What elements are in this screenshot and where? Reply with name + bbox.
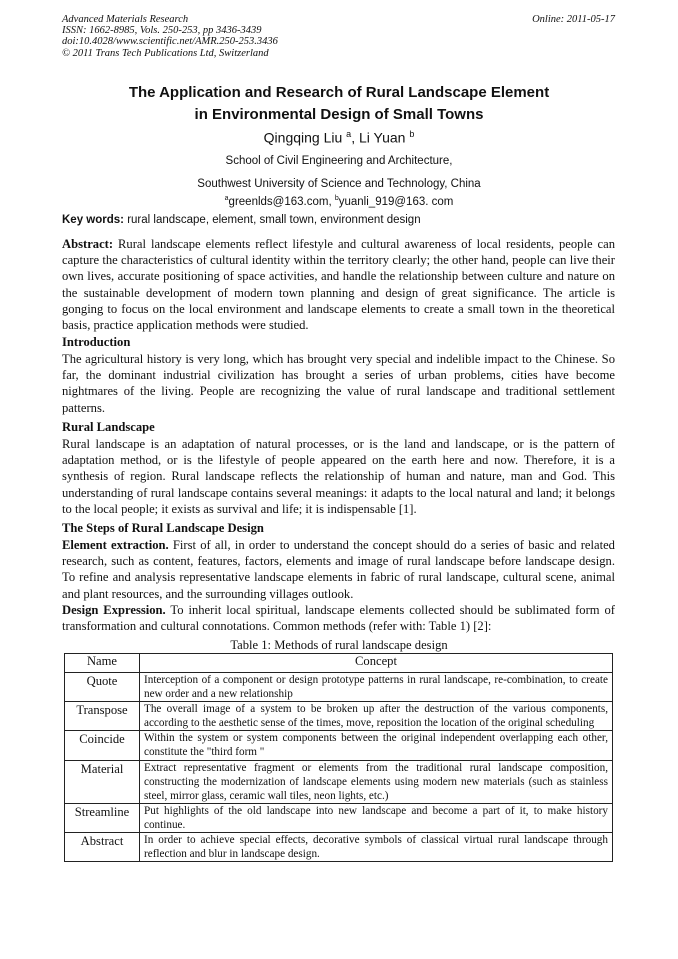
paper-title xyxy=(0,82,678,126)
abstract-label: Abstract: xyxy=(62,237,114,251)
methods-table xyxy=(64,653,613,862)
method-concept: In order to achieve special effects, decorative symbols of classical virtual rural landscape through reflection and blur in landscape design. xyxy=(140,833,613,862)
intro-text: The agricultural history is very long, which has brought very special and indelible impact to the Chinese. So far, the dominant industrial civilization has brought a series of urban problems, cities have become nightmares of the living. People are recognizing the value of rural landscape and traditional settlement patterns. xyxy=(62,352,615,415)
rural-text: Rural landscape is an adaptation of natural processes, or is the land and landscape, or is the pattern of adaptation method, or is the lifestyle of people appeared on the earth here and now. Therefore, it is a synthesis of region. Rural landscape reflects the relationship of human and nature, man and God. This understanding of rural landscape contains several meanings: it adapts to the local natural and land; it belongs to the local people; it exists as survival and life; it is indispensable [1]. xyxy=(62,437,615,516)
method-concept: Extract representative fragment or elements from the traditional rural landscape composition, constructing the modernization of landscape elements using modern new materials (such as stainless steel, mirror glass, ceramic wall tiles, neon lights, etc.) xyxy=(140,760,613,803)
table-row xyxy=(65,833,613,862)
title-line-2: in Environmental Design of Small Towns xyxy=(194,106,484,123)
email-b: yuanli_919@163. com xyxy=(338,195,454,208)
doi-line: doi:10.4028/www.scientific.net/AMR.250-253.3436 xyxy=(62,36,278,48)
author-2: Li Yuan xyxy=(358,129,406,146)
journal-name: Advanced Materials Research xyxy=(62,14,189,25)
keywords-text: rural landscape, element, small town, environment design xyxy=(124,214,421,226)
author-2-sup: b xyxy=(409,129,415,139)
element-extraction-label: Element extraction. xyxy=(62,538,169,552)
method-concept: The overall image of a system to be broken up after the destruction of the various components, according to the aesthetic sense of the times, move, reposition the location of the original scheduling xyxy=(140,702,613,731)
copyright-line: © 2011 Trans Tech Publications Ltd, Switzerland xyxy=(62,47,269,59)
author-separator: , xyxy=(351,129,359,146)
table-row xyxy=(65,731,613,760)
design-expression-label: Design Expression. xyxy=(62,603,166,617)
col-header-concept: Concept xyxy=(140,654,613,673)
rural-heading: Rural Landscape xyxy=(62,420,155,434)
method-name: Coincide xyxy=(65,731,140,760)
table-row xyxy=(65,702,613,731)
table-row xyxy=(65,673,613,702)
table-header-row xyxy=(65,654,613,673)
method-name: Abstract xyxy=(65,833,140,862)
affiliation-line-1: School of Civil Engineering and Architecture, xyxy=(225,155,453,167)
affiliation-line-2: Southwest University of Science and Technology, China xyxy=(197,178,481,190)
col-header-name: Name xyxy=(65,654,140,673)
design-expression-text: To inherit local spiritual, landscape elements collected should be sublimated form of transformation and cultural connotations. Common methods (refer with: Table 1) [2]: xyxy=(62,603,615,634)
author-1-sup: a xyxy=(346,129,352,139)
steps-heading: The Steps of Rural Landscape Design xyxy=(62,521,264,535)
author-1: Qingqing Liu xyxy=(263,129,343,146)
steps-paragraph-2 xyxy=(62,602,615,634)
abstract xyxy=(62,236,615,333)
method-concept: Interception of a component or design prototype patterns in rural landscape, re-combination, to create new order and a new relationship xyxy=(140,673,613,702)
keywords-label: Key words: xyxy=(62,214,124,226)
journal-header xyxy=(62,14,615,59)
title-line-1: The Application and Research of Rural Landscape Element xyxy=(128,84,550,101)
table-row xyxy=(65,803,613,832)
keywords xyxy=(62,214,615,226)
method-name: Transpose xyxy=(65,702,140,731)
abstract-text: Rural landscape elements reflect lifestyle and cultural awareness of local residents, people can capture the characteristics of cultural identity within the territory clearly; the other hand, people can live their own lives, accurate positioning of space activities, and handle the relationship between culture and nature on the sustainable development of modern town planning and design of great significance. The article is gonging to focus on the local environment and landscape elements to create a small town in the theoretical basis, practice application methods were studied. xyxy=(62,237,615,333)
intro-heading: Introduction xyxy=(62,335,131,349)
method-name: Quote xyxy=(65,673,140,702)
steps-paragraph-1 xyxy=(62,537,615,602)
method-concept: Put highlights of the old landscape into new landscape and become a part of it, to make history continue. xyxy=(140,803,613,832)
author-list xyxy=(0,129,678,146)
email-a-sup: a xyxy=(224,195,229,202)
issn-line: ISSN: 1662-8985, Vols. 250-253, pp 3436-3439 xyxy=(62,25,262,37)
email-b-sup: b xyxy=(334,195,339,202)
method-concept: Within the system or system components between the original independent overlapping each other, constitute the "third form " xyxy=(140,731,613,760)
table-caption: Table 1: Methods of rural landscape design xyxy=(230,638,448,652)
author-emails xyxy=(0,195,678,208)
method-name: Material xyxy=(65,760,140,803)
email-a: greenlds@163.com, xyxy=(228,195,335,208)
element-extraction-text: First of all, in order to understand the concept should do a series of basic and related research, such as content, features, factors, elements and image of rural landscape before landscape design. To refine and analysis representative landscape elements in fabric of rural landscape, cultural scene, animal and plant resources, and the surrounding villages outlook. xyxy=(62,538,615,601)
online-date: Online: 2011-05-17 xyxy=(532,14,615,25)
method-name: Streamline xyxy=(65,803,140,832)
table-row xyxy=(65,760,613,803)
